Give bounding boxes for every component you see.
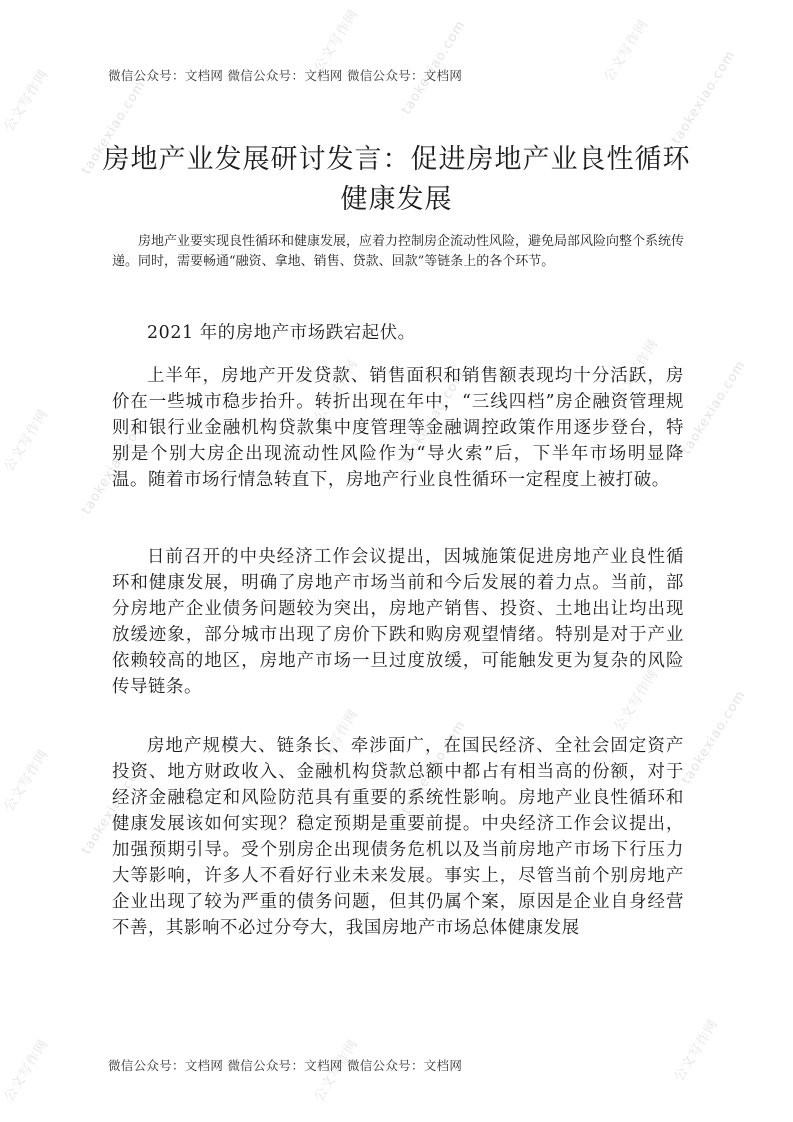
body-paragraph: 2021 年的房地产市场跌宕起伏。 (147, 323, 416, 343)
watermark-text: 公文写作网 (671, 1016, 722, 1085)
watermark-text: taokexiao.com (398, 717, 469, 818)
page-header: 微信公众号：文档网 微信公众号：文档网 微信公众号：文档网 (108, 68, 463, 83)
document-title: 房地产业发展研讨发言：促进房地产业良性循环健康发展 (102, 144, 691, 215)
watermark-text: 公文写作网 (611, 336, 662, 405)
watermark-text: 公文写作网 (1, 406, 52, 475)
watermark-text: taokexiao.com (78, 77, 149, 178)
watermark-text: 公文写作网 (311, 6, 362, 75)
body-paragraph: 日前召开的中央经济工作会议提出，因城施策促进房地产业良性循环和健康发展，明确了房地产市场当前和今后发展的着力点。当前，部分房地产企业债务问题较为突出，房地产销售、投资、土地出让均出现放缓迹象，部分城市出现了房价下跌和购房观望情绪。特别是对于产业依赖较高的地区，房地产市场一旦过度放缓，可能触发更为复杂的风险传导链条。 (112, 547, 684, 697)
watermark-text: 公文写作网 (611, 666, 662, 735)
body-paragraph: 上半年，房地产开发贷款、销售面积和销售额表现均十分活跃，房价在一些城市稳步抬升。转折出现在年中，“三线四档”房企融资管理规则和银行业金融机构贷款集中度管理等金融调控政策作用逐步登台，特别是个别大房企出现流动性风险作为“导火索”后，下半年市场明显降温。随着市场行情急转直下，房地产行业良性循环一定程度上被打破。 (112, 366, 684, 490)
watermark-text: taokexiao.com (678, 357, 749, 458)
watermark-text: 公文写作网 (1, 1036, 52, 1105)
watermark-text: 公文写作网 (311, 356, 362, 425)
watermark-text: 公文写作网 (311, 1036, 362, 1105)
watermark-text: 公文写作网 (311, 706, 362, 775)
watermark-text: taokexiao.com (78, 757, 149, 858)
watermark-text: taokexiao.com (678, 687, 749, 788)
watermark-text: taokexiao.com (398, 17, 469, 118)
watermark-text: 公文写作网 (601, 16, 652, 85)
watermark-text: taokexiao.com (398, 367, 469, 468)
watermark-text: taokexiao.com (668, 47, 739, 148)
page-footer: 微信公众号：文档网 微信公众号：文档网 微信公众号：文档网 (108, 1058, 463, 1073)
watermark-text: 公文写作网 (1, 746, 52, 815)
watermark-text: taokexiao.com (78, 417, 149, 518)
body-paragraph: 房地产规模大、链条长、牵涉面广，在国民经济、全社会固定资产投资、地方财政收入、金融机构贷款总额中都占有相当高的份额，对于经济金融稳定和风险防范具有重要的系统性影响。房地产业良性循环和健康发展该如何实现？稳定预期是重要前提。中央经济工作会议提出，加强预期引导。受个别房企出现债务危机以及当前房地产市场下行压力大等影响，许多人不看好行业未来发展。事实上，尽管当前个别房地产企业出现了较为严重的债务问题，但其仍属个案，原因是企业自身经营不善，其影响不必过分夸大，我国房地产市场总体健康发展 (112, 736, 684, 938)
watermark-text: 公文写作网 (1, 66, 52, 135)
document-abstract: 房地产业要实现良性循环和健康发展，应着力控制房企流动性风险，避免局部风险向整个系统传递。同时，需要畅通“融资、拿地、销售、贷款、回款”等链条上的各个环节。 (112, 234, 685, 269)
